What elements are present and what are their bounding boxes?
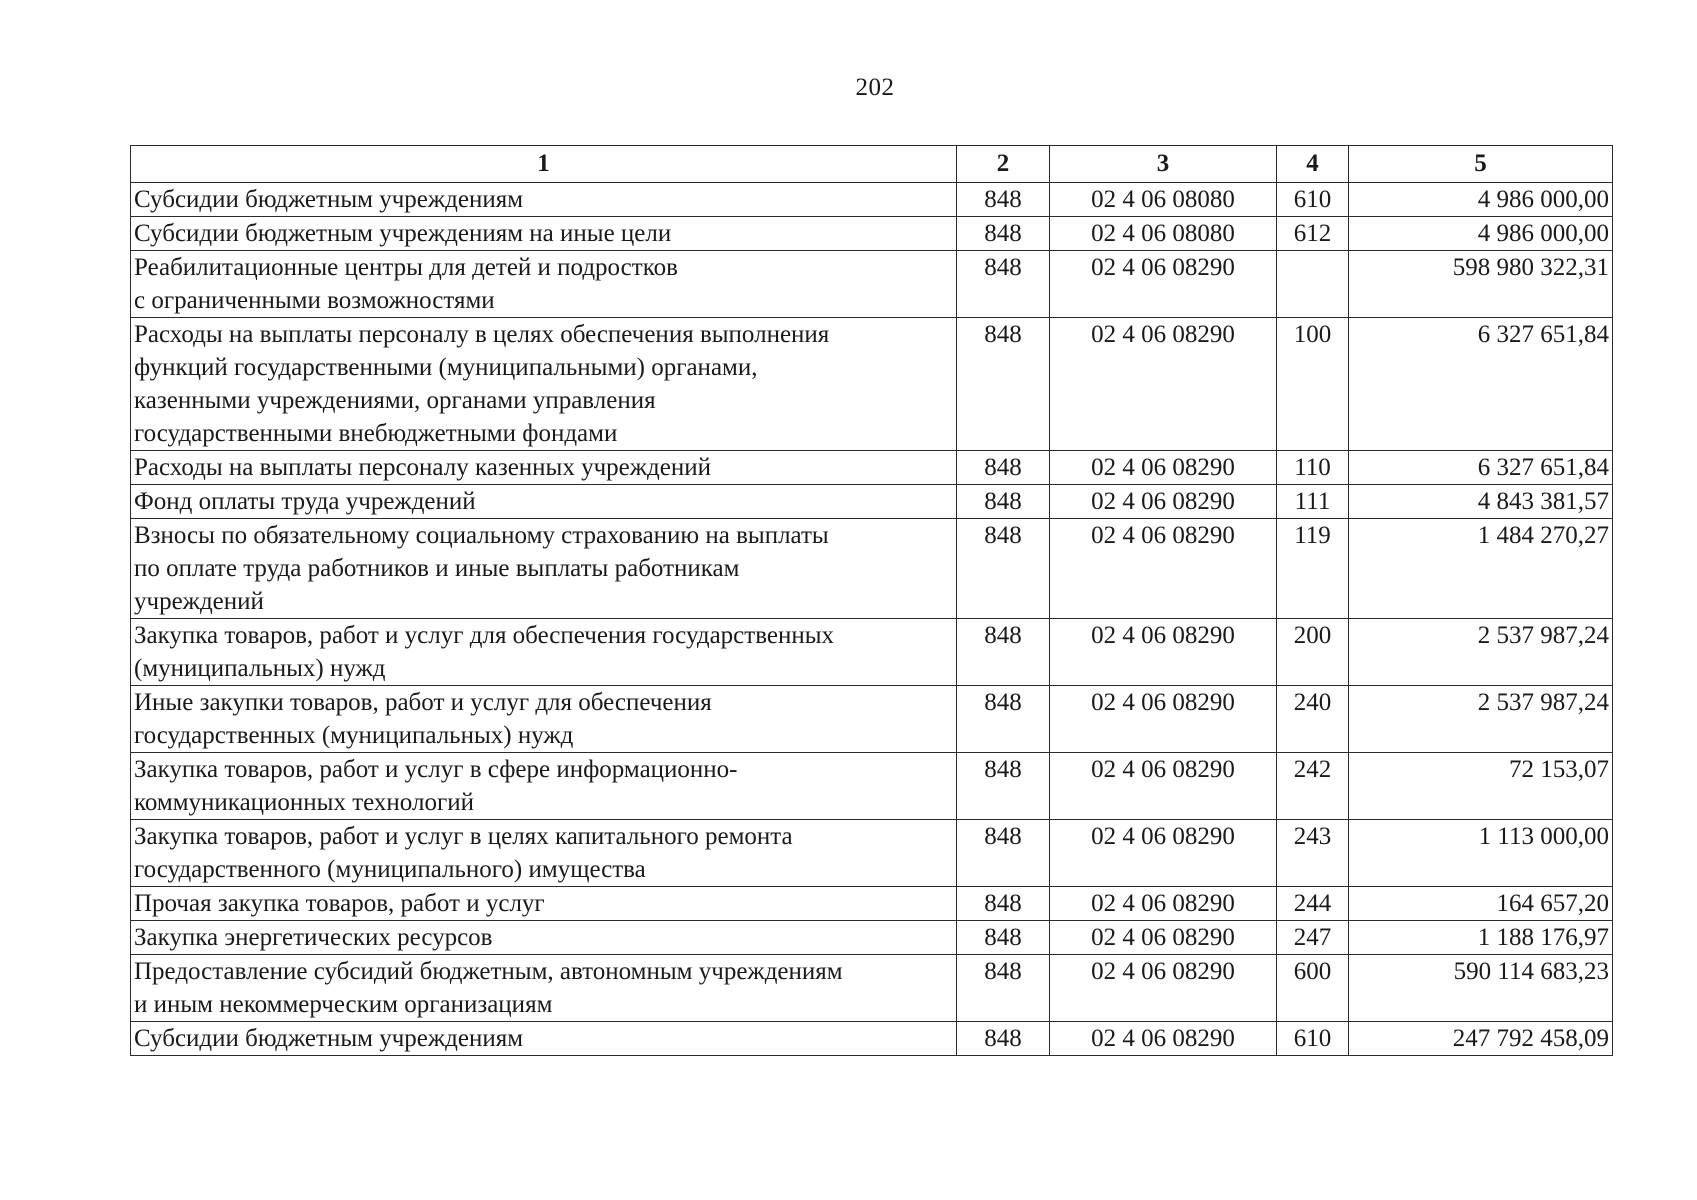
table-row [131,887,1613,921]
table-row [131,619,1613,686]
target-article-cell: 02 4 06 08290 [1050,1022,1277,1056]
expense-type-cell: 247 [1277,921,1349,955]
expense-type-cell: 244 [1277,887,1349,921]
amount-cell: 4 986 000,00 [1349,217,1613,251]
expense-name-cell: Расходы на выплаты персоналу в целях обеспечения выполнения функций государственными (муниципальными) органами, казенными учреждениями, органами управления государственными внебюджетными фондами [131,318,957,451]
table-row [131,1022,1613,1056]
expense-type-cell: 119 [1277,519,1349,619]
expense-type-cell: 612 [1277,217,1349,251]
amount-cell: 598 980 322,31 [1349,251,1613,318]
header-col-2: 2 [957,146,1050,183]
amount-cell: 72 153,07 [1349,753,1613,820]
table-row [131,753,1613,820]
amount-cell: 247 792 458,09 [1349,1022,1613,1056]
expense-name-cell: Закупка товаров, работ и услуг в сфере информационно- коммуникационных технологий [131,753,957,820]
expense-name-cell: Реабилитационные центры для детей и подростков с ограниченными возможностями [131,251,957,318]
target-article-cell: 02 4 06 08080 [1050,183,1277,217]
amount-cell: 164 657,20 [1349,887,1613,921]
table-row [131,686,1613,753]
table-row [131,251,1613,318]
amount-cell: 1 113 000,00 [1349,820,1613,887]
department-code-cell: 848 [957,217,1050,251]
department-code-cell: 848 [957,451,1050,485]
table-row [131,820,1613,887]
budget-table [130,145,1613,1056]
expense-name-cell: Прочая закупка товаров, работ и услуг [131,887,957,921]
target-article-cell: 02 4 06 08290 [1050,887,1277,921]
target-article-cell: 02 4 06 08290 [1050,921,1277,955]
expense-name-cell: Закупка энергетических ресурсов [131,921,957,955]
department-code-cell: 848 [957,485,1050,519]
amount-cell: 590 114 683,23 [1349,955,1613,1022]
target-article-cell: 02 4 06 08290 [1050,686,1277,753]
target-article-cell: 02 4 06 08290 [1050,251,1277,318]
expense-name-cell: Иные закупки товаров, работ и услуг для обеспечения государственных (муниципальных) нужд [131,686,957,753]
expense-name-cell: Расходы на выплаты персоналу казенных учреждений [131,451,957,485]
target-article-cell: 02 4 06 08290 [1050,820,1277,887]
expense-type-cell: 111 [1277,485,1349,519]
department-code-cell: 848 [957,619,1050,686]
target-article-cell: 02 4 06 08290 [1050,485,1277,519]
table-row [131,318,1613,451]
table-header [131,146,1613,183]
amount-cell: 6 327 651,84 [1349,451,1613,485]
table-row [131,955,1613,1022]
department-code-cell: 848 [957,1022,1050,1056]
table-body [131,183,1613,1056]
page-number: 202 [855,74,895,101]
expense-type-cell: 242 [1277,753,1349,820]
expense-name-cell: Субсидии бюджетным учреждениям [131,183,957,217]
table-row [131,485,1613,519]
department-code-cell: 848 [957,183,1050,217]
expense-type-cell: 200 [1277,619,1349,686]
target-article-cell: 02 4 06 08290 [1050,318,1277,451]
amount-cell: 2 537 987,24 [1349,619,1613,686]
expense-name-cell: Субсидии бюджетным учреждениям на иные цели [131,217,957,251]
expense-type-cell: 610 [1277,1022,1349,1056]
amount-cell: 2 537 987,24 [1349,686,1613,753]
target-article-cell: 02 4 06 08290 [1050,451,1277,485]
expense-type-cell [1277,251,1349,318]
expense-name-cell: Закупка товаров, работ и услуг для обеспечения государственных (муниципальных) нужд [131,619,957,686]
department-code-cell: 848 [957,921,1050,955]
department-code-cell: 848 [957,318,1050,451]
expense-type-cell: 600 [1277,955,1349,1022]
expense-name-cell: Субсидии бюджетным учреждениям [131,1022,957,1056]
expense-type-cell: 240 [1277,686,1349,753]
header-col-4: 4 [1277,146,1349,183]
department-code-cell: 848 [957,519,1050,619]
table-row [131,183,1613,217]
amount-cell: 4 843 381,57 [1349,485,1613,519]
expense-type-cell: 100 [1277,318,1349,451]
expense-type-cell: 243 [1277,820,1349,887]
table-row [131,217,1613,251]
header-col-3: 3 [1050,146,1277,183]
expense-name-cell: Фонд оплаты труда учреждений [131,485,957,519]
department-code-cell: 848 [957,686,1050,753]
department-code-cell: 848 [957,955,1050,1022]
amount-cell: 1 484 270,27 [1349,519,1613,619]
amount-cell: 6 327 651,84 [1349,318,1613,451]
expense-type-cell: 610 [1277,183,1349,217]
target-article-cell: 02 4 06 08080 [1050,217,1277,251]
target-article-cell: 02 4 06 08290 [1050,519,1277,619]
expense-name-cell: Предоставление субсидий бюджетным, автономным учреждениям и иным некоммерческим организациям [131,955,957,1022]
table-row [131,451,1613,485]
department-code-cell: 848 [957,753,1050,820]
header-col-1: 1 [131,146,957,183]
expense-type-cell: 110 [1277,451,1349,485]
table-row [131,921,1613,955]
department-code-cell: 848 [957,251,1050,318]
department-code-cell: 848 [957,887,1050,921]
department-code-cell: 848 [957,820,1050,887]
header-col-5: 5 [1349,146,1613,183]
target-article-cell: 02 4 06 08290 [1050,753,1277,820]
header-row [131,146,1613,183]
amount-cell: 1 188 176,97 [1349,921,1613,955]
amount-cell: 4 986 000,00 [1349,183,1613,217]
table-row [131,519,1613,619]
target-article-cell: 02 4 06 08290 [1050,955,1277,1022]
expense-name-cell: Закупка товаров, работ и услуг в целях капитального ремонта государственного (муниципального) имущества [131,820,957,887]
target-article-cell: 02 4 06 08290 [1050,619,1277,686]
expense-name-cell: Взносы по обязательному социальному страхованию на выплаты по оплате труда работников и иные выплаты работникам учреждений [131,519,957,619]
